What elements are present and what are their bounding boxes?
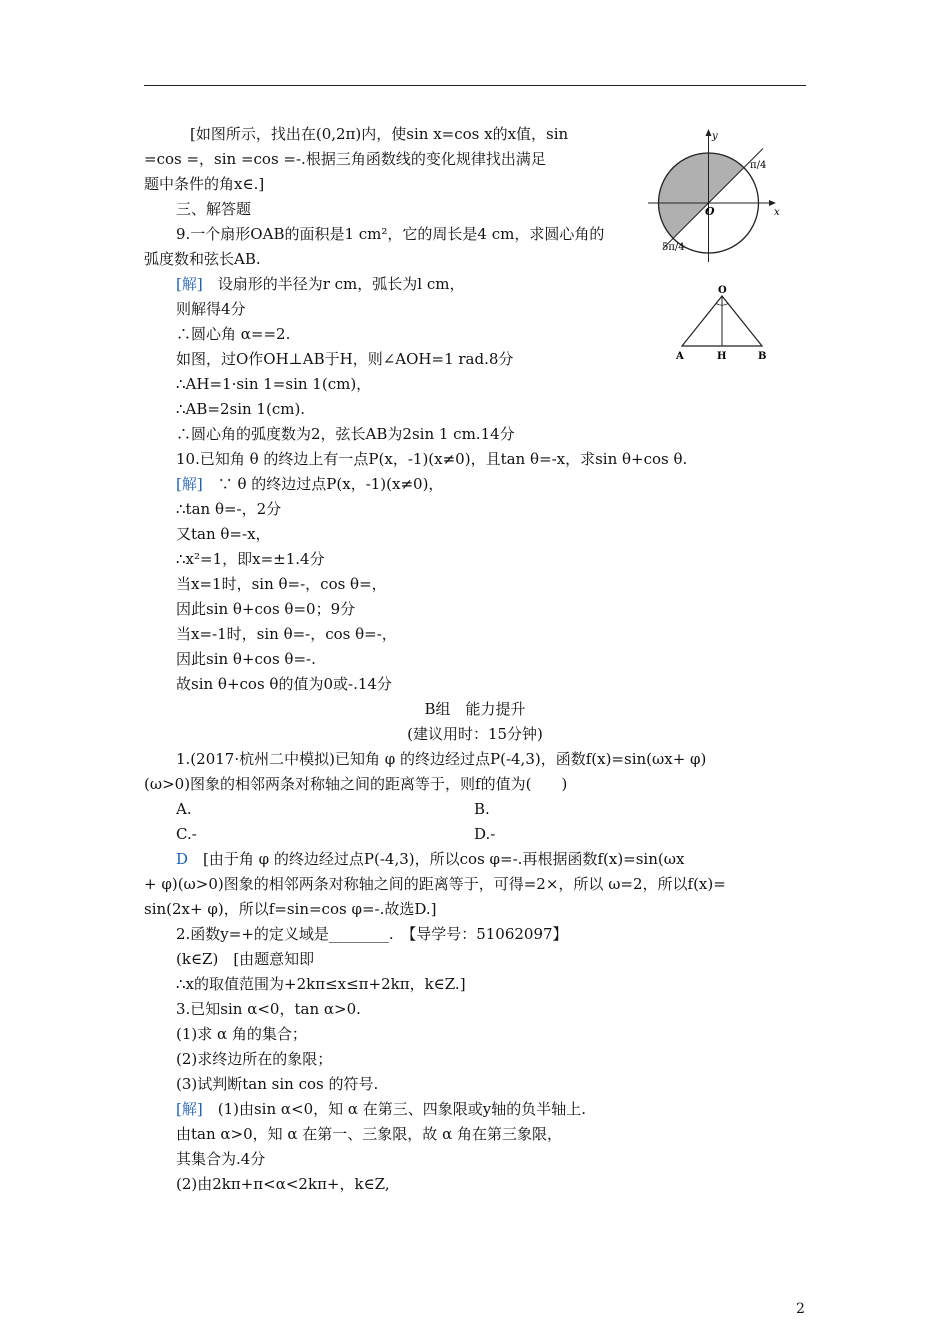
option-b: B. [474, 800, 490, 818]
x-axis-label: x [774, 207, 780, 218]
solution-tag: [解] [176, 275, 203, 293]
text-line: ∴x²=1，即x=±1.4分 [176, 550, 325, 568]
vertex-o-label: O [718, 285, 727, 296]
problem-9: 9.一个扇形OAB的面积是1 cm²，它的周长是4 cm，求圆心角的 [176, 225, 605, 243]
section-heading: 三、解答题 [176, 200, 252, 218]
text-line: 题中条件的角x∈.] [144, 175, 265, 193]
angle-label-top: π/4 [750, 160, 767, 171]
text-line: (k∈Z) [由题意知即 [176, 950, 315, 968]
y-axis-label: y [712, 131, 718, 142]
text-line: 因此sin θ+cos θ=-. [176, 650, 316, 668]
text-line: 因此sin θ+cos θ=0；9分 [176, 600, 356, 618]
section-b-time: (建议用时：15分钟) [407, 725, 543, 743]
text-line: ∴AH=1·sin 1=sin 1(cm)， [176, 375, 372, 393]
text-line: 如图，过O作OH⊥AB于H，则∠AOH=1 rad.8分 [176, 350, 514, 368]
text-line: (2)求终边所在的象限； [176, 1050, 333, 1068]
text-line: 故sin θ+cos θ的值为0或-.14分 [176, 675, 392, 693]
angle-label-bottom: 5π/4 [662, 242, 685, 253]
section-b-title: B组 能力提升 [424, 700, 526, 718]
solution-line: [解] 设扇形的半径为r cm，弧长为l cm， [176, 275, 465, 293]
origin-label: O [705, 205, 715, 218]
problem-2: 2.函数y=+的定义域是________. 【导学号：51062097】 [176, 925, 568, 943]
text-line: 弧度数和弦长AB. [144, 250, 261, 268]
solution-line: [解] ∵ θ 的终边过点P(x，-1)(x≠0)， [176, 475, 444, 493]
text-line: ∴AB=2sin 1(cm). [176, 400, 306, 418]
text-line: 又tan θ=-x， [176, 525, 271, 543]
option-d: D.- [474, 825, 496, 843]
answer-line: D [由于角 φ 的终边经过点P(-4,3)，所以cos φ=-.再根据函数f(x)=sin(ωx [176, 850, 685, 868]
triangle-oab-figure [672, 282, 776, 364]
text-line: (1)求 α 角的集合； [176, 1025, 307, 1043]
text-line: (3)试判断tan sin cos 的符号. [176, 1075, 379, 1093]
text-line: + φ)(ω>0)图象的相邻两条对称轴之间的距离等于，可得=2×，所以 ω=2，所以f(x)= [144, 875, 726, 893]
answer-tag: D [176, 850, 189, 868]
text-line: sin(2x+ φ)，所以f=sin=cos φ=-.故选D.] [144, 900, 437, 918]
y-axis-arrow [706, 129, 712, 136]
text-line: (ω>0)图象的相邻两条对称轴之间的距离等于，则f的值为( ) [144, 775, 568, 793]
problem-3: 3.已知sin α<0，tan α>0. [176, 1000, 361, 1018]
solution-tag: [解] [176, 475, 203, 493]
problem-1: 1.(2017·杭州二中模拟)已知角 φ 的终边经过点P(-4,3)，函数f(x)=sin(ωx+ φ) [176, 750, 707, 768]
text-line: 当x=-1时，sin θ=-，cos θ=-， [176, 625, 397, 643]
option-a: A. [176, 800, 192, 818]
page-number: 2 [796, 1301, 805, 1317]
text-line: ∴x的取值范围为+2kπ≤x≤π+2kπ，k∈Z.] [176, 975, 466, 993]
text-line: 当x=1时，sin θ=-，cos θ=， [176, 575, 387, 593]
text-line: =cos =，sin =cos =-.根据三角函数线的变化规律找出满足 [144, 150, 546, 168]
text-line: ∴圆心角 α==2. [176, 325, 291, 343]
solution-tag: [解] [176, 1100, 203, 1118]
text-line: [如图所示，找出在(0,2π)内，使sin x=cos x的x值，sin [190, 125, 569, 143]
problem-10: 10.已知角 θ 的终边上有一点P(x，-1)(x≠0)，且tan θ=-x，求sin θ+cos θ. [176, 450, 688, 468]
text-line: (2)由2kπ+π<α<2kπ+，k∈Z, [176, 1175, 390, 1193]
point-h-label: H [717, 351, 727, 362]
unit-circle-figure [648, 122, 784, 262]
option-c: C.- [176, 825, 197, 843]
x-axis-arrow [769, 200, 776, 206]
shaded-sector [658, 153, 744, 239]
header-rule [144, 85, 806, 86]
vertex-b-label: B [758, 351, 767, 362]
solution-line: [解] (1)由sin α<0，知 α 在第三、四象限或y轴的负半轴上. [176, 1100, 587, 1118]
text-line: ∴tan θ=-，2分 [176, 500, 282, 518]
text-line: 其集合为.4分 [176, 1150, 266, 1168]
text-line: 则解得4分 [176, 300, 246, 318]
text-line: 由tan α>0，知 α 在第一、三象限，故 α 角在第三象限， [176, 1125, 562, 1143]
text-line: ∴圆心角的弧度数为2，弦长AB为2sin 1 cm.14分 [176, 425, 515, 443]
vertex-a-label: A [676, 351, 684, 362]
